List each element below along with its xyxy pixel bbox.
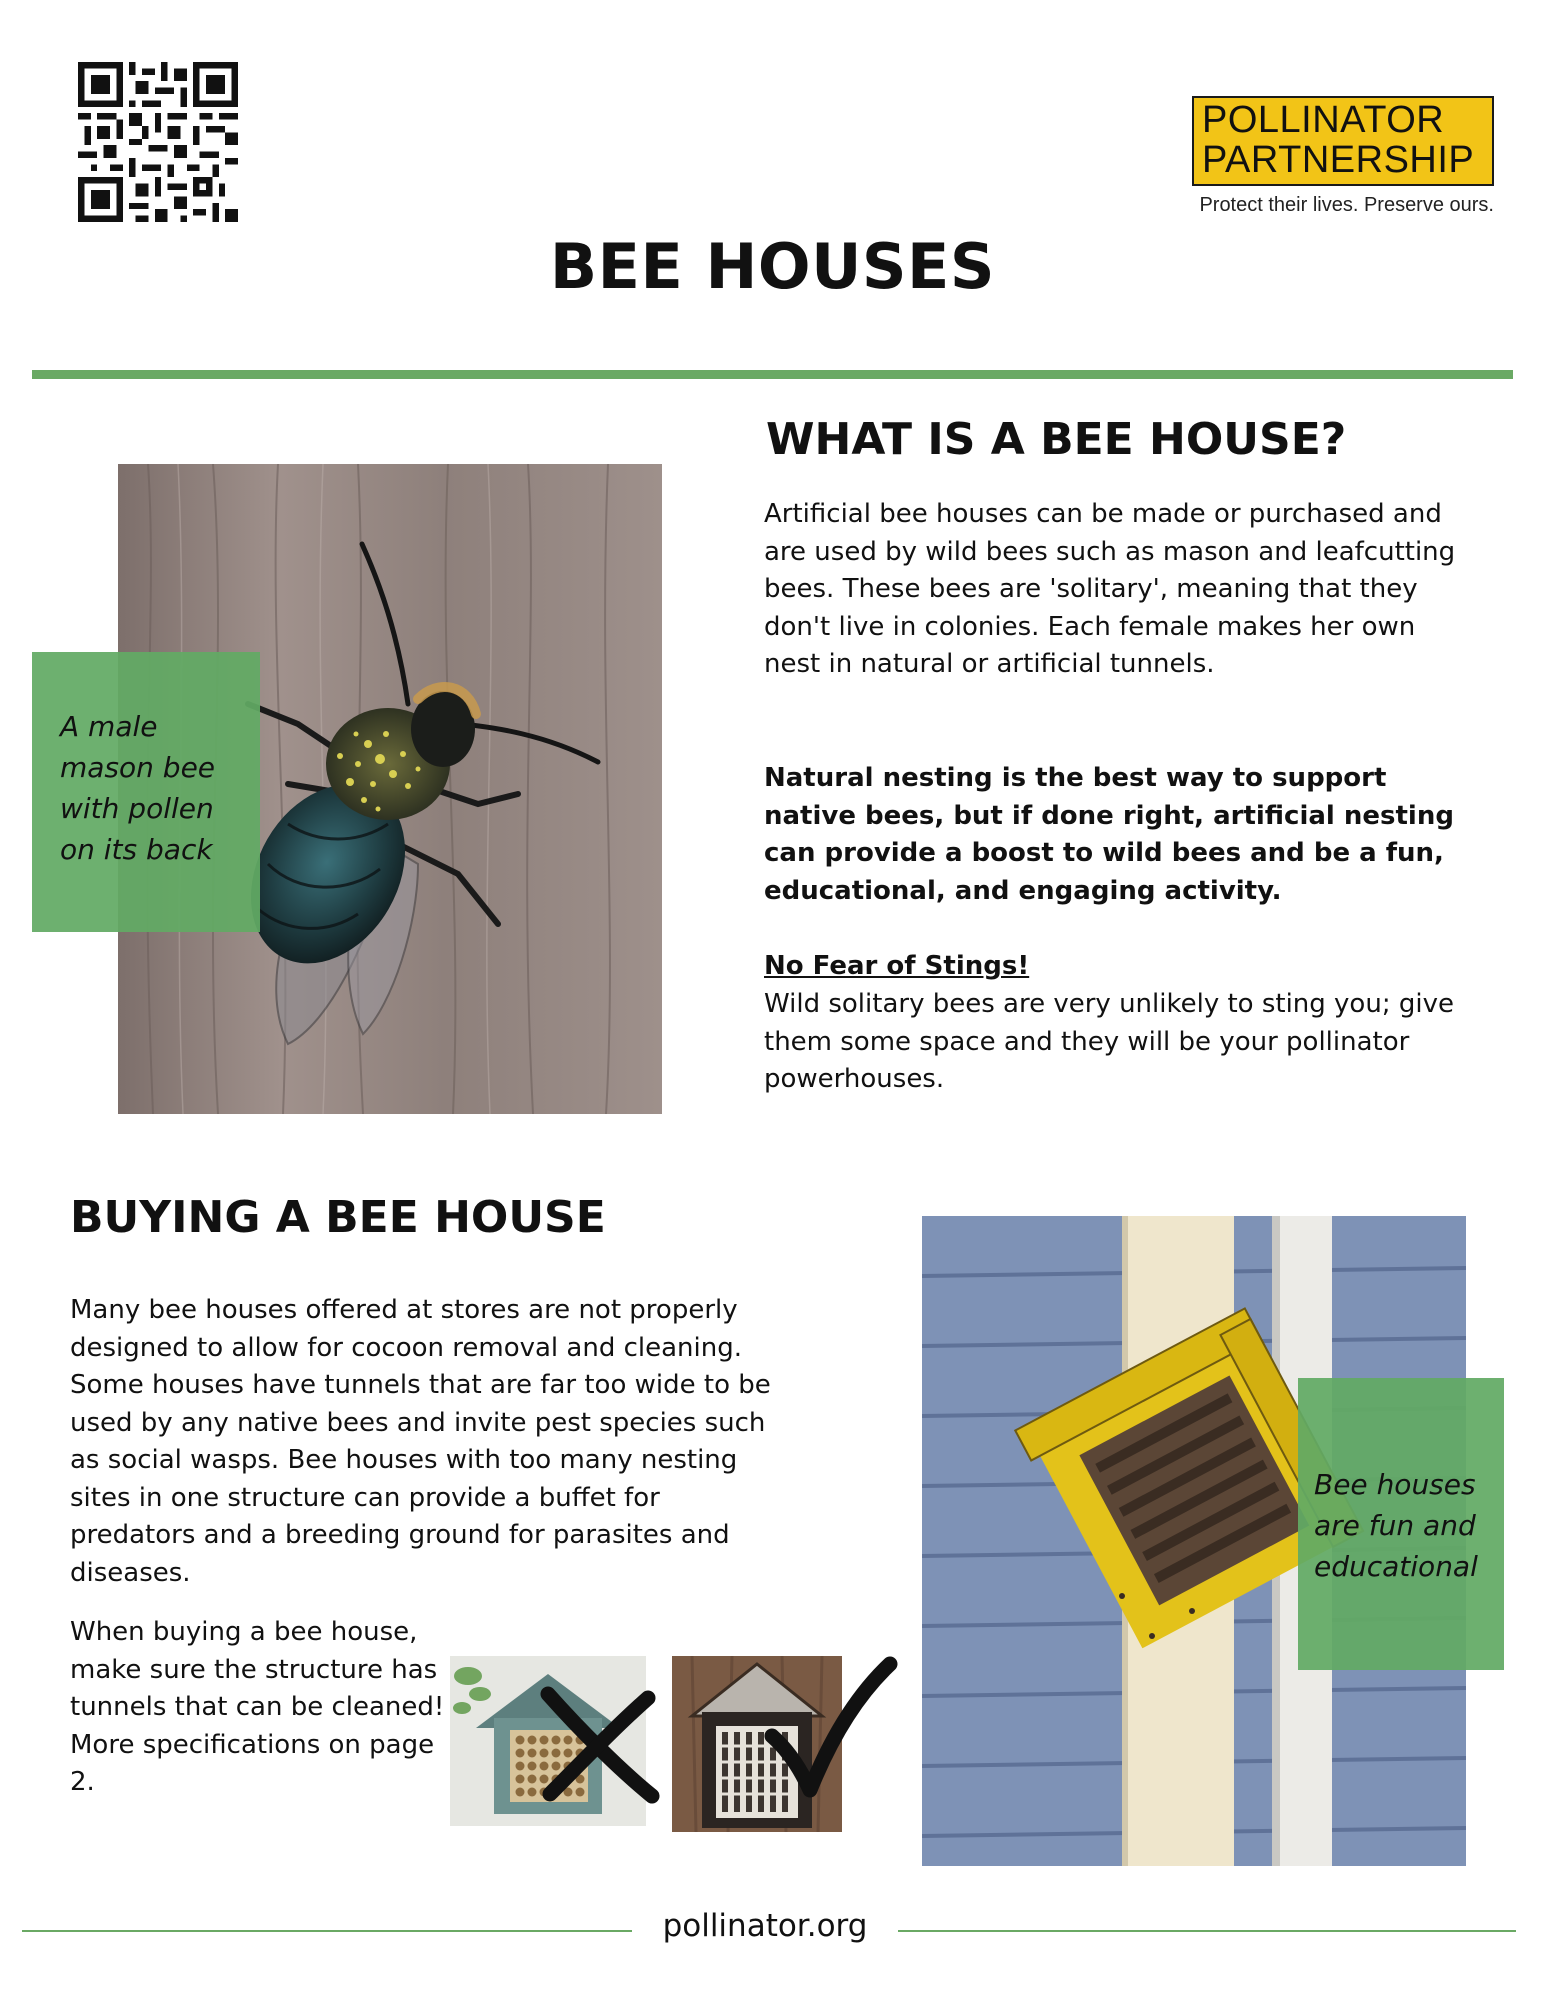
when-buying-paragraph: When buying a bee house, make sure the structure has tunnels that can be cleaned! More specifications on page 2. bbox=[70, 1617, 445, 1797]
what-bold-paragraph: Natural nesting is the best way to support native bees, but if done right, artificial nesting can provide a boost to wild bees and be a fun, educational, and engaging activity. bbox=[764, 763, 1454, 906]
logo-tagline: Protect their lives. Preserve ours. bbox=[1199, 194, 1494, 216]
pollinator-partnership-logo bbox=[1192, 96, 1494, 217]
what-heading: WHAT IS A BEE HOUSE? bbox=[766, 414, 1347, 465]
cross-mark-icon bbox=[530, 1680, 670, 1810]
buying-heading: BUYING A BEE HOUSE bbox=[70, 1192, 606, 1243]
caption-bee-text: A male mason bee with pollen on its back bbox=[60, 710, 216, 866]
caption-box-house bbox=[1298, 1378, 1504, 1670]
top-divider bbox=[32, 370, 1513, 379]
logo-line-2: PARTNERSHIP bbox=[1202, 139, 1475, 181]
stings-paragraph: Wild solitary bees are very unlikely to sting you; give them some space and they will be your pollinator powerhouses. bbox=[764, 989, 1454, 1094]
check-mark-icon bbox=[760, 1650, 900, 1810]
buying-paragraph: Many bee houses offered at stores are not properly designed to allow for cocoon removal and cleaning. Some houses have tunnels that are far too wide to be used by any native bees and invite pest species such as social wasps. Bee houses with too many nesting sites in one structure can provide a buffet for predators and a breeding ground for parasites and diseases. bbox=[70, 1295, 771, 1588]
footer-divider-right bbox=[898, 1930, 1516, 1932]
stings-heading: No Fear of Stings! bbox=[764, 951, 1030, 981]
what-paragraph: Artificial bee houses can be made or purchased and are used by wild bees such as mason and leafcutting bees. These bees are 'solitary', meaning that they don't live in colonies. Each female makes her own nest in natural or artificial tunnels. bbox=[764, 499, 1456, 679]
page-title: BEE HOUSES bbox=[549, 230, 996, 303]
logo-yellow-box bbox=[1192, 96, 1494, 186]
footer-divider-left bbox=[22, 1930, 632, 1932]
caption-box-bee bbox=[32, 652, 260, 932]
footer-website: pollinator.org bbox=[662, 1908, 868, 1944]
caption-house-text: Bee houses are fun and educational bbox=[1314, 1468, 1478, 1583]
qr-code-icon bbox=[78, 62, 238, 222]
logo-line-1: POLLINATOR bbox=[1202, 99, 1445, 141]
